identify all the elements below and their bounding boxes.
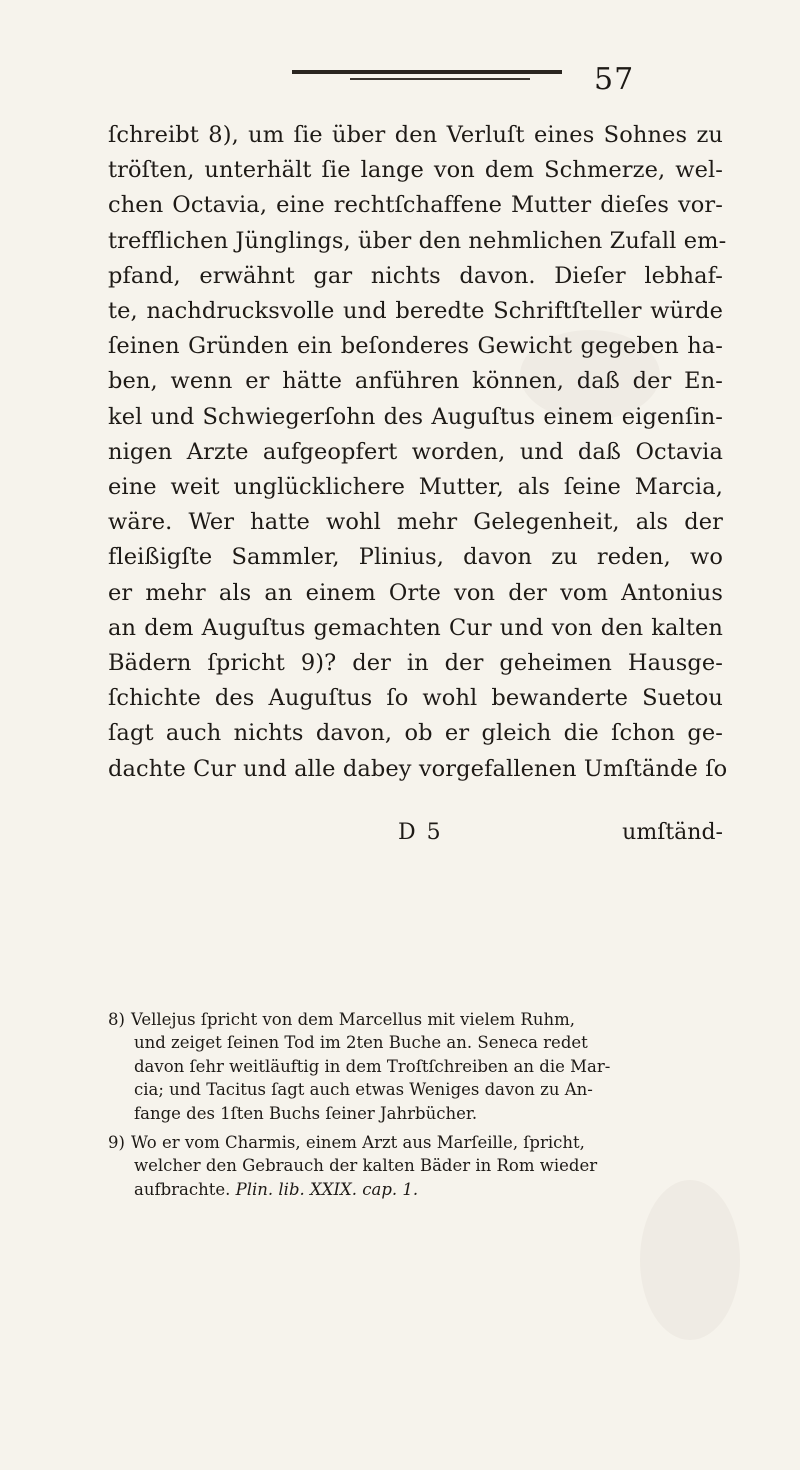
footnotes [108,1008,723,1207]
page-footer [108,820,723,850]
footnote-8 [108,1008,723,1125]
footnote-text: Wo er vom Charmis, einem Arzt aus Marſeille, ſpricht, [130,1133,585,1153]
footnote-line: cia; und Tacitus ſagt auch etwas Weniges davon zu An- [134,1080,593,1100]
text-line: er mehr als an einem Orte von der vom Antonius [108,579,723,606]
footnote-9 [108,1131,723,1201]
catchword: umſtänd- [622,820,723,845]
footnote-marker: 9) [108,1133,125,1153]
text-line: an dem Auguſtus gemachten Cur und von den kalten [108,614,723,641]
footnote-text: Vellejus ſpricht von dem Marcellus mit vielem Ruhm, [130,1010,575,1029]
footnote-line [108,1008,723,1031]
footnote-line: fange des 1ſten Buchs ſeiner Jahrbücher. [134,1103,478,1123]
text-line: pfand, erwähnt gar nichts davon. Dieſer lebhaf- [108,262,723,289]
main-text [108,118,728,787]
footnote-marker: 8) [108,1010,125,1029]
header-rule [292,70,562,74]
page-number: 57 [594,62,635,97]
text-line: fleißigſte Sammler, Plinius, davon zu reden, wo [108,544,723,571]
text-line: ſagt auch nichts davon, ob er gleich die ſchon ge- [108,720,723,747]
text-line: wäre. Wer hatte wohl mehr Gelegenheit, als der [108,509,723,536]
text-line: Bädern ſpricht 9)? der in der geheimen Hausge- [108,650,723,677]
footnote-reference: Plin. lib. XXIX. cap. 1. [235,1179,419,1199]
header-rule-thin [350,78,530,80]
text-line: te, nachdrucksvolle und beredte Schriftſteller würde [108,298,723,325]
footnote-line: welcher den Gebrauch der kalten Bäder in Rom wieder [134,1156,598,1176]
text-line: ſchichte des Auguſtus ſo wohl bewanderte Suetou [108,685,723,712]
text-line: ſeinen Gründen ein beſonderes Gewicht gegeben ha- [108,333,723,360]
footnote-line: davon ſehr weitläuftig in dem Troſtſchreiben an die Mar- [134,1056,611,1076]
text-line: kel und Schwiegerſohn des Auguſtus einem eigenſin- [108,403,723,430]
text-line: ſchreibt 8), um ſie über den Verluſt eines Sohnes zu [108,122,723,148]
footnote-line [108,1131,723,1154]
text-line: chen Octavia, eine rechtſchaffene Mutter dieſes vor- [108,192,723,219]
text-line: trefflichen Jünglings, über den nehmlichen Zufall em- [108,227,727,254]
text-line: dachte Cur und alle dabey vorgefallenen Umſtände ſo [108,755,728,782]
text-line: ben, wenn er hätte anführen können, daß der En- [108,368,723,395]
footnote-line: und zeiget ſeinen Tod im 2ten Buche an. Seneca redet [134,1033,588,1053]
text-line: eine weit unglücklichere Mutter, als ſeine Marcia, [108,474,723,501]
text-line: nigen Arzte aufgeopfert worden, und daß Octavia [108,438,723,465]
footnote-line [108,1178,723,1201]
text-line: tröſten, unterhält ſie lange von dem Schmerze, wel- [108,157,723,184]
signature-mark: D 5 [398,820,443,845]
footnote-text: aufbrachte. [134,1179,231,1199]
